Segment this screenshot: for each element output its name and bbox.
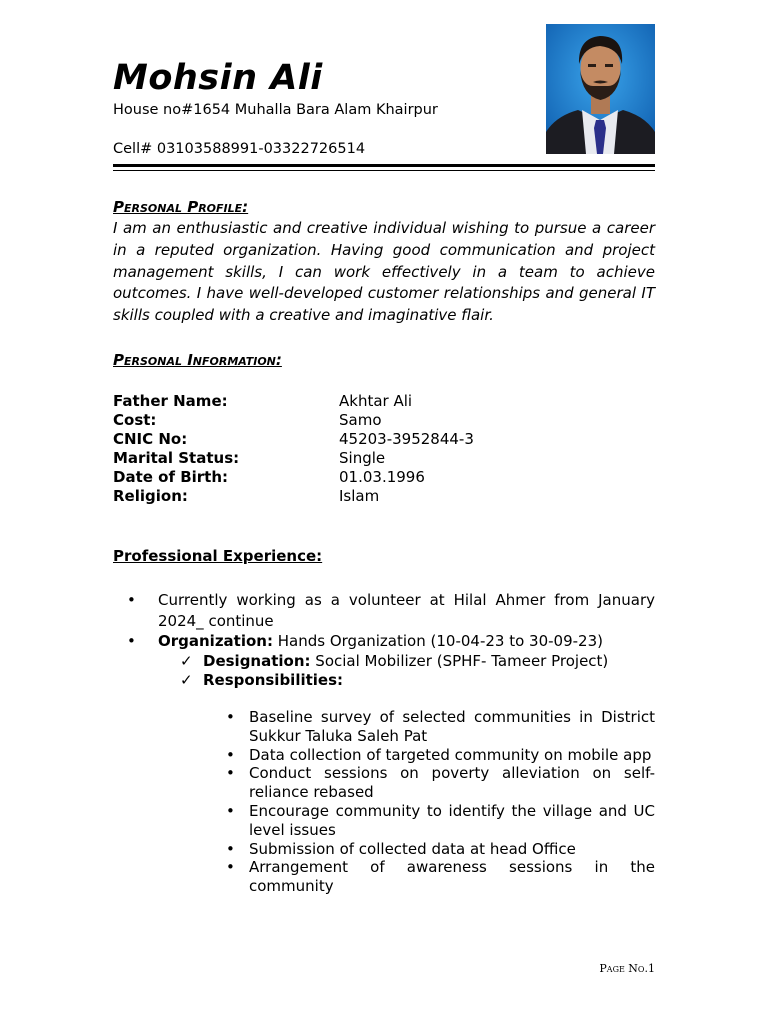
list-item bbox=[226, 746, 655, 765]
info-label: Date of Birth: bbox=[113, 468, 229, 486]
info-row bbox=[113, 468, 655, 487]
info-row bbox=[113, 449, 655, 468]
list-item bbox=[226, 764, 655, 802]
checkmark-icon: ✓ bbox=[180, 671, 193, 689]
list-item bbox=[180, 671, 655, 690]
portrait-illustration bbox=[546, 24, 655, 154]
responsibility-text: Encourage community to identify the village and UC level issues bbox=[249, 801, 655, 839]
info-value: Single bbox=[339, 449, 386, 467]
info-value: Islam bbox=[339, 487, 380, 505]
info-row bbox=[113, 411, 655, 430]
responsibility-text: Arrangement of awareness sessions in the community bbox=[249, 858, 655, 896]
checkmark-icon: ✓ bbox=[180, 652, 193, 670]
personal-profile-text: I am an enthusiastic and creative individual wishing to pursue a career in a reputed organization. Having good communication and project management skills, I can work effectively in a team to achieve outcomes. I have well-developed customer relationships and general IT skills coupled with a creative and imaginative flair. bbox=[113, 219, 655, 325]
info-value: 45203-3952844-3 bbox=[339, 430, 474, 448]
responsibility-text: Baseline survey of selected communities in District Sukkur Taluka Saleh Pat bbox=[249, 708, 655, 745]
bullet-icon: • bbox=[226, 708, 235, 726]
professional-experience-heading: Professional Experience: bbox=[113, 547, 323, 565]
bullet-icon: • bbox=[127, 591, 136, 609]
list-item bbox=[226, 840, 655, 859]
responsibilities-list bbox=[226, 708, 655, 896]
bullet-icon: • bbox=[226, 801, 235, 820]
bullet-icon: • bbox=[226, 764, 235, 783]
designation-label: Designation: bbox=[203, 652, 311, 670]
bullet-icon: • bbox=[226, 745, 235, 764]
list-item bbox=[113, 631, 655, 652]
list-item bbox=[226, 858, 655, 896]
experience-list bbox=[113, 590, 655, 652]
header-divider-thin bbox=[113, 170, 655, 171]
header-divider-thick bbox=[113, 164, 655, 167]
info-row bbox=[113, 487, 655, 506]
info-value: Samo bbox=[339, 411, 382, 429]
address: House no#1654 Muhalla Bara Alam Khairpur bbox=[113, 102, 438, 118]
responsibility-text: Conduct sessions on poverty alleviation on self-reliance rebased bbox=[249, 764, 655, 802]
bullet-icon: • bbox=[226, 839, 235, 858]
list-item bbox=[226, 802, 655, 840]
personal-profile-heading: Personal Profile: bbox=[113, 198, 249, 216]
info-row bbox=[113, 430, 655, 449]
info-label: CNIC No: bbox=[113, 430, 188, 448]
info-row bbox=[113, 392, 655, 411]
info-value: Akhtar Ali bbox=[339, 392, 413, 410]
info-value: 01.03.1996 bbox=[339, 468, 425, 486]
info-label: Religion: bbox=[113, 487, 188, 505]
list-item bbox=[226, 708, 655, 746]
personal-information-heading: Personal Information: bbox=[113, 351, 282, 369]
responsibility-text: Data collection of targeted community on mobile app bbox=[249, 745, 652, 764]
info-label: Father Name: bbox=[113, 392, 228, 410]
responsibilities-label: Responsibilities: bbox=[203, 671, 344, 689]
info-label: Cost: bbox=[113, 411, 157, 429]
info-label: Marital Status: bbox=[113, 449, 240, 467]
profile-photo bbox=[546, 24, 655, 154]
designation-list bbox=[180, 652, 655, 690]
cell-number: Cell# 03103588991-03322726514 bbox=[113, 141, 366, 157]
responsibility-text: Submission of collected data at head Office bbox=[249, 839, 576, 858]
list-item bbox=[180, 652, 655, 671]
list-item bbox=[113, 590, 655, 631]
bullet-icon: • bbox=[127, 632, 136, 650]
page-number: Page No.1 bbox=[599, 962, 655, 975]
organization-label: Organization: bbox=[158, 632, 273, 650]
bullet-icon: • bbox=[226, 858, 235, 877]
organization-value: Hands Organization (10-04-23 to 30-09-23) bbox=[272, 632, 603, 650]
experience-current: Currently working as a volunteer at Hilal Ahmer from January 2024_ continue bbox=[158, 591, 655, 630]
candidate-name: Mohsin Ali bbox=[113, 58, 323, 98]
designation-value: Social Mobilizer (SPHF- Tameer Project) bbox=[310, 652, 609, 670]
personal-information-table bbox=[113, 392, 655, 506]
